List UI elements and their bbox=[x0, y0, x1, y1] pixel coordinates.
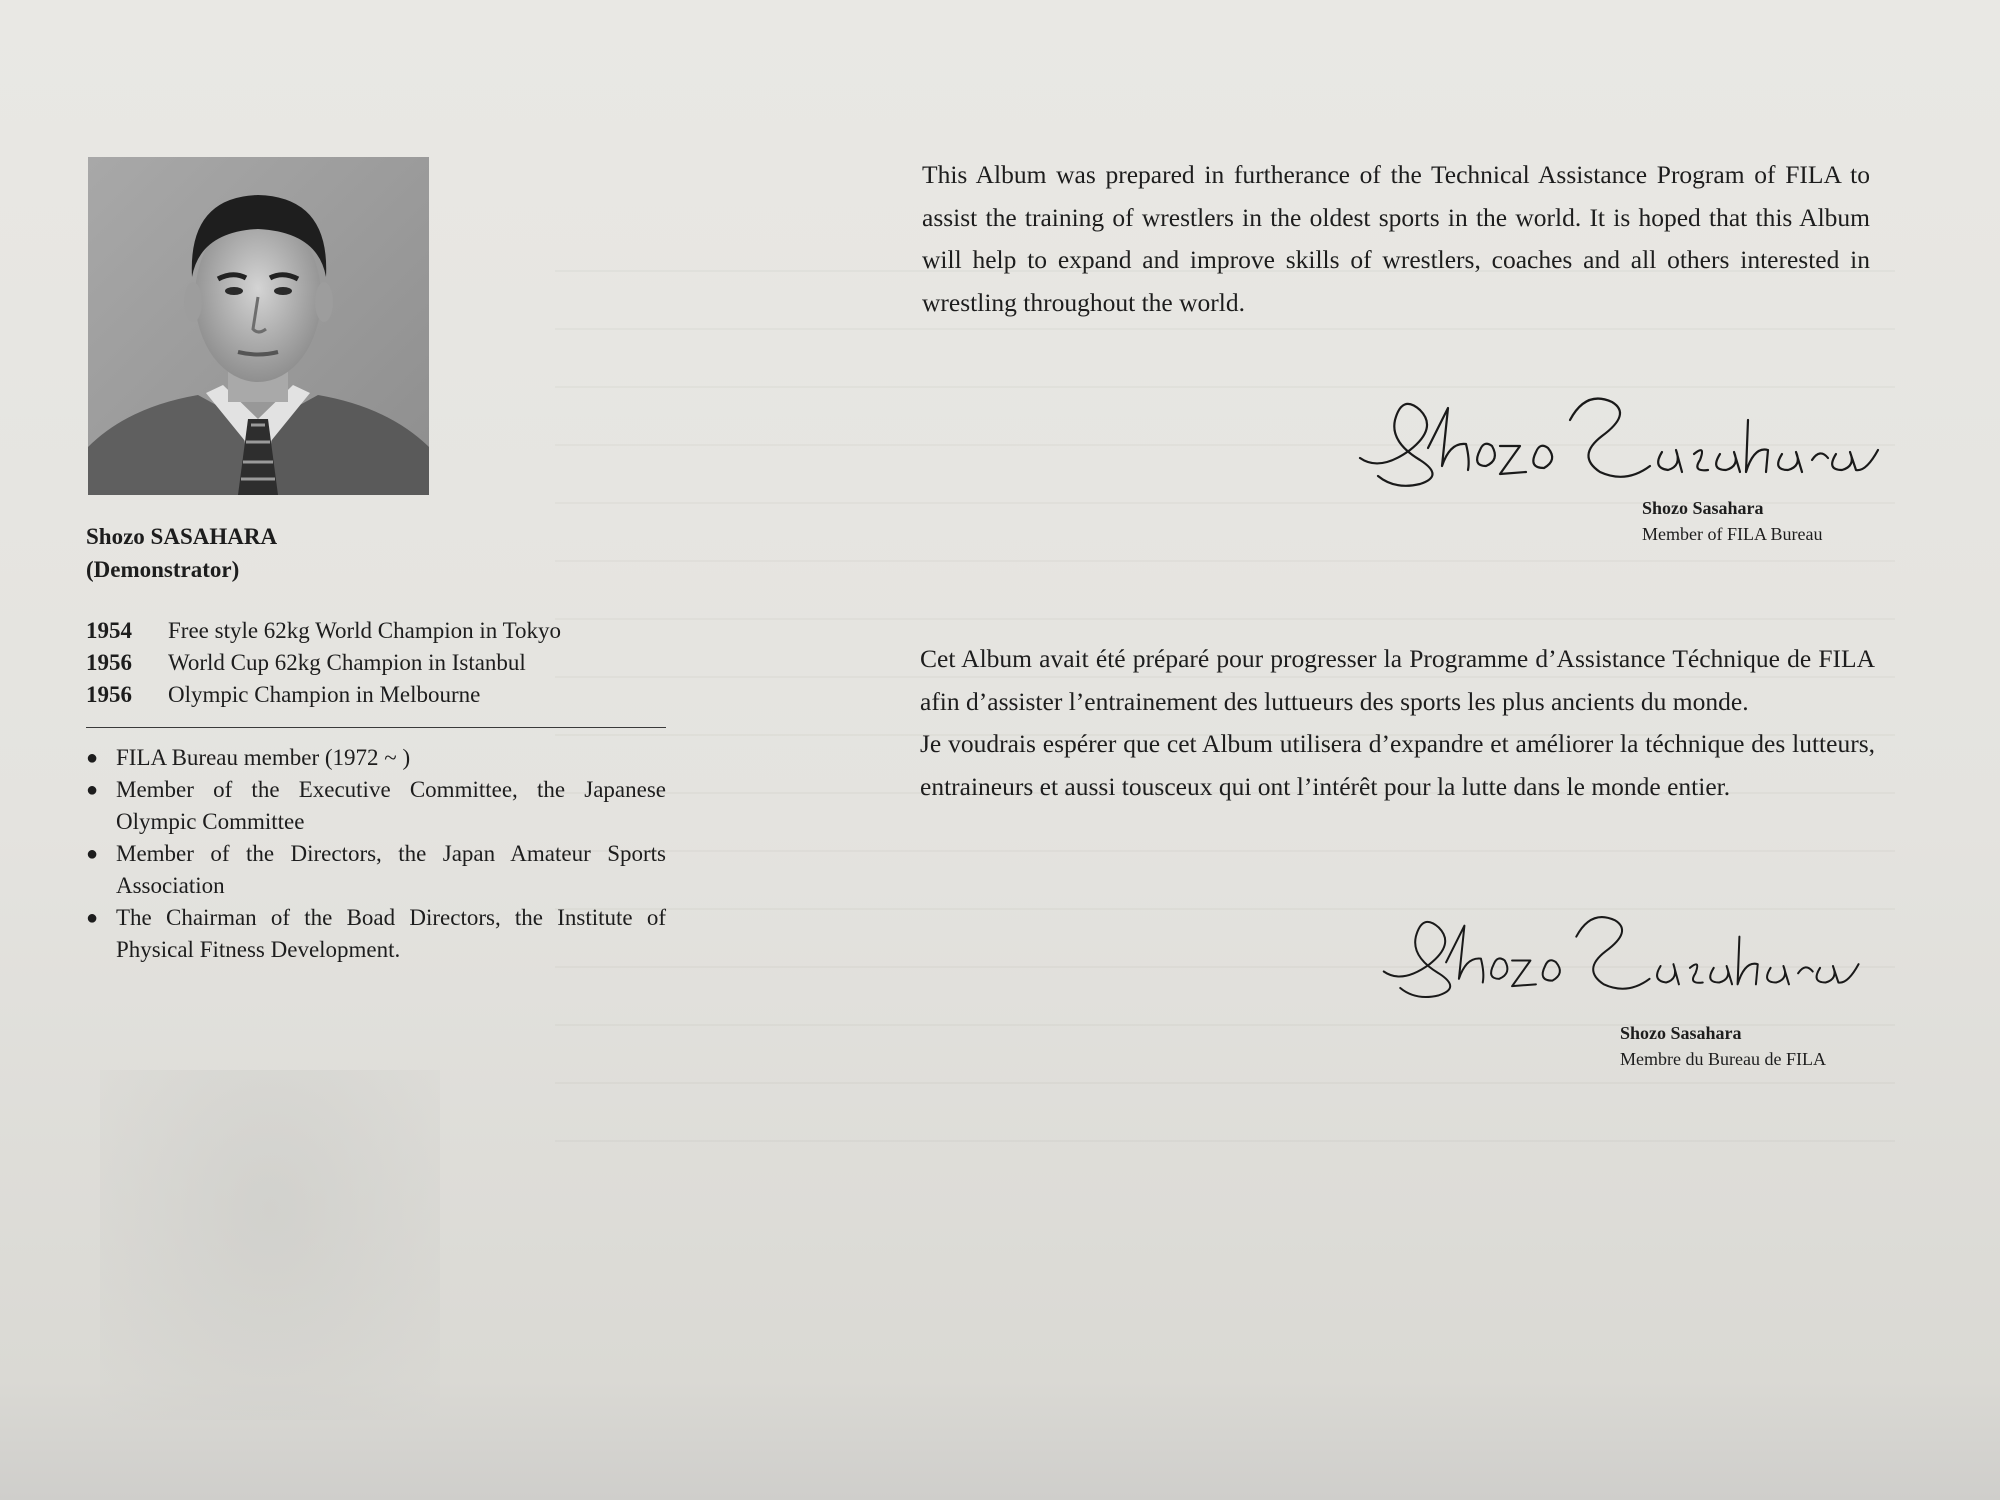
list-item bbox=[86, 838, 666, 902]
record-row bbox=[86, 647, 561, 679]
bleed-through-photo bbox=[100, 1070, 440, 1420]
roles-list bbox=[86, 742, 666, 966]
signatory-title: Member of FILA Bureau bbox=[1642, 524, 1823, 544]
record-text: Free style 62kg World Champion in Tokyo bbox=[168, 618, 562, 643]
demonstrator-role: (Demonstrator) bbox=[86, 557, 240, 582]
record-year: 1956 bbox=[86, 682, 132, 707]
role-text: FILA Bureau member (1972 ~ ) bbox=[116, 745, 411, 770]
role-text: The Chairman of the Boad Directors, the Institute of Physical Fitness Development. bbox=[116, 905, 666, 962]
record-text: World Cup 62kg Champion in Istanbul bbox=[168, 650, 526, 675]
record-year: 1956 bbox=[86, 650, 132, 675]
list-item bbox=[86, 774, 666, 838]
list-item bbox=[86, 902, 666, 966]
demonstrator-name: Shozo SASAHARA bbox=[86, 524, 278, 549]
demonstrator-caption bbox=[86, 520, 277, 586]
record-text: Olympic Champion in Melbourne bbox=[168, 682, 481, 707]
demonstrator-portrait bbox=[88, 157, 429, 495]
record-row bbox=[86, 679, 561, 711]
signatory-name: Shozo Sasahara bbox=[1620, 1023, 1742, 1043]
role-text: Member of the Executive Committee, the Japanese Olympic Committee bbox=[116, 777, 666, 834]
bullet-icon: ● bbox=[86, 843, 99, 865]
role-text: Member of the Directors, the Japan Amateur Sports Association bbox=[116, 841, 666, 898]
signature-english bbox=[1350, 380, 1880, 500]
record-row bbox=[86, 615, 561, 647]
signature-caption-french bbox=[1620, 1020, 1826, 1072]
bullet-icon: ● bbox=[86, 779, 99, 801]
french-paragraph-2: Je voudrais espérer que cet Album utilisera d’expandre et améliorer la téchnique des lutteurs, entraineurs et aussi tousceux qui ont l’intérêt pour la lutte dans le monde entier. bbox=[920, 729, 1875, 801]
bullet-icon: ● bbox=[86, 907, 99, 929]
divider bbox=[86, 727, 666, 728]
championship-records bbox=[86, 615, 561, 711]
signatory-title: Membre du Bureau de FILA bbox=[1620, 1049, 1826, 1069]
list-item bbox=[86, 742, 666, 774]
bullet-icon: ● bbox=[86, 747, 99, 769]
record-year: 1954 bbox=[86, 618, 132, 643]
signature-french bbox=[1345, 900, 1890, 1010]
signatory-name: Shozo Sasahara bbox=[1642, 498, 1764, 518]
signature-caption-english bbox=[1642, 495, 1822, 547]
english-foreword: This Album was prepared in furtherance of the Technical Assistance Program of FILA to assist the training of wrestlers in the oldest sports in the world. It is hoped that this Album will help to expand and improve skills of wrestlers, coaches and all others interested in wrestling throughout the world. bbox=[922, 160, 1870, 317]
french-foreword bbox=[920, 638, 1875, 808]
french-paragraph-1: Cet Album avait été préparé pour progresser la Programme d’Assistance Téchnique de FILA afin d’assister l’entrainement des luttueurs des sports les plus ancients du monde. bbox=[920, 644, 1875, 716]
